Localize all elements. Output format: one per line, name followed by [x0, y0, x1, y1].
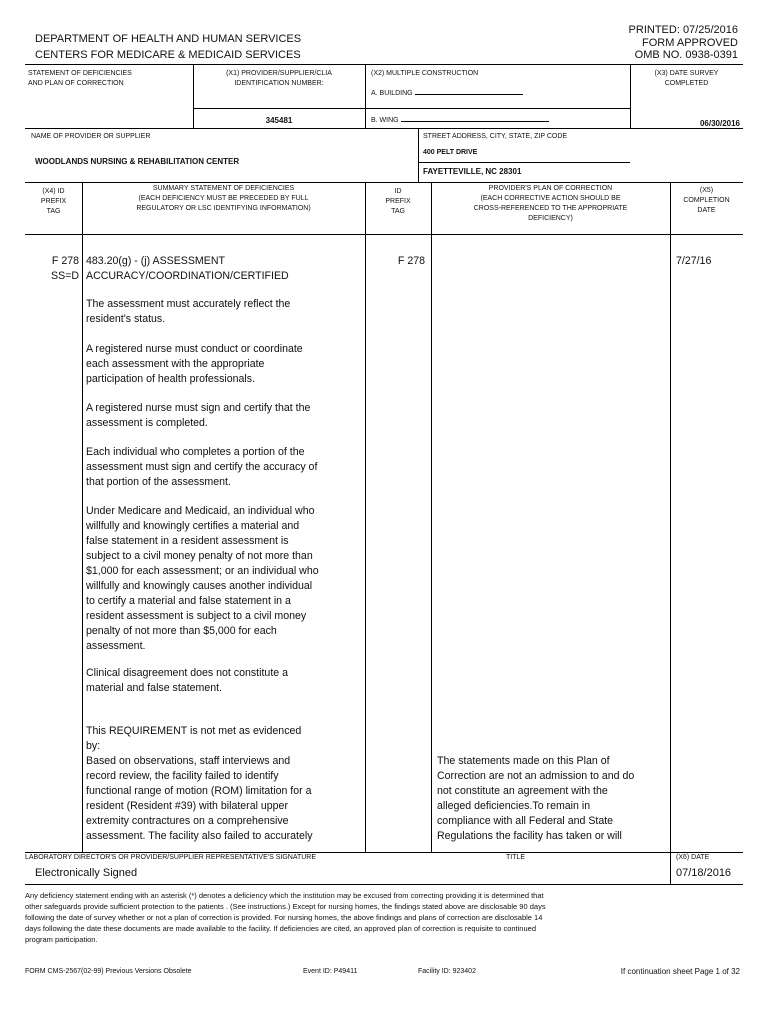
statement-label: STATEMENT OF DEFICIENCIES AND PLAN OF CORRECTION — [28, 70, 132, 87]
paragraph-penalty: Under Medicare and Medicaid, an individual who willfully and knowingly certifies a material and false statement in a resident assessment is subject to a civil money penalty of not more than $1,000 for each assessment; or an individual who willfully and knowingly causes another individual to certify a material and false statement in a resident assessment is subject to a civil money penalty of not more than $5,000 for each assessment. — [86, 505, 319, 652]
survey-completed-date: 06/30/2016 — [699, 119, 740, 128]
department-name: DEPARTMENT OF HEALTH AND HUMAN SERVICES — [35, 33, 302, 45]
provider-name-label: NAME OF PROVIDER OR SUPPLIER — [31, 133, 151, 140]
event-id: Event ID: P49411 — [303, 968, 358, 975]
disclaimer-text: Any deficiency statement ending with an asterisk (*) denotes a deficiency which the institution may be excused from correcting providing it is determined that other safeguards provide sufficient protection to the patients . (See instructions.) Except for nursing homes, the findings stated above are disclosable 90 days following the date of survey whether or not a plan of correction is provided. For nursing homes, the above findings and plans of correction are disclosable 14 days following the date these documents are made available to the facility. If deficiencies are cited, an approved plan of correction is requisite to continued program participation. — [25, 891, 546, 944]
x5-header: (X5) COMPLETION DATE — [683, 187, 730, 214]
form-approved: FORM APPROVED — [642, 37, 738, 49]
plan-header: PROVIDER'S PLAN OF CORRECTION (EACH CORRECTIVE ACTION SHOULD BE CROSS-REFERENCED TO THE APPROPRIATE DEFICIENCY) — [473, 185, 628, 222]
paragraph-individual-sign: Each individual who completes a portion of the assessment must sign and certify the accuracy of that portion of the assessment. — [86, 446, 318, 488]
paragraph-rn-coordinate: A registered nurse must conduct or coordinate each assessment with the appropriate participation of health professionals. — [86, 343, 303, 385]
signature-value: Electronically Signed — [35, 867, 138, 879]
omb-number: OMB NO. 0938-0391 — [634, 49, 738, 61]
provider-name: WOODLANDS NURSING & REHABILITATION CENTER — [35, 157, 240, 166]
x3-label: (X3) DATE SURVEY COMPLETED — [654, 70, 719, 87]
regulation-line-1: 483.20(g) - (j) ASSESSMENT — [86, 255, 225, 267]
signature-label: LABORATORY DIRECTOR'S OR PROVIDER/SUPPLIER REPRESENTATIVE'S SIGNATURE — [25, 854, 317, 861]
printed-date: PRINTED: 07/25/2016 — [628, 24, 738, 36]
continuation-page: If continuation sheet Page 1 of 32 — [620, 967, 740, 976]
signature-date-label: (X6) DATE — [676, 854, 710, 861]
paragraph-findings: This REQUIREMENT is not met as evidenced by: Based on observations, staff interviews and record review, the facility failed to identify functional range of motion (ROM) limitation for a resident (Resident #39) with bilateral upper extremity contractures on a comprehensive assessment. The facility also failed to accurately — [86, 725, 313, 842]
plan-of-correction-text: The statements made on this Plan of Correction are not an admission to and do not constitute an agreement with the alleged deficiencies.To remain in compliance with all Federal and State Regulations the facility has taken or will — [437, 755, 635, 842]
provider-id-number: 345481 — [265, 116, 293, 125]
address-label: STREET ADDRESS, CITY, STATE, ZIP CODE — [423, 133, 568, 140]
scope-severity: SS=D — [51, 270, 79, 282]
x2-label: (X2) MULTIPLE CONSTRUCTION — [371, 70, 479, 77]
form-number: FORM CMS-2567(02-99) Previous Versions Obsolete — [25, 968, 192, 975]
facility-id: Facility ID: 923402 — [418, 968, 476, 975]
regulation-line-2: ACCURACY/COORDINATION/CERTIFIED — [86, 270, 289, 282]
signature-date: 07/18/2016 — [676, 867, 732, 879]
id-prefix-header: ID PREFIX TAG — [385, 188, 411, 215]
x4-header: (X4) ID PREFIX TAG — [40, 188, 67, 215]
paragraph-status: The assessment must accurately reflect the resident's status. — [86, 298, 291, 325]
street-address: 400 PELT DRIVE — [423, 149, 478, 156]
wing-field — [371, 113, 549, 126]
centers-name: CENTERS FOR MEDICARE & MEDICAID SERVICES — [35, 49, 301, 61]
completion-date: 7/27/16 — [676, 255, 712, 267]
city-state-zip: FAYETTEVILLE, NC 28301 — [423, 167, 522, 176]
title-label: TITLE — [506, 854, 526, 861]
wing-label: B. WING — [371, 117, 399, 124]
id-prefix-tag: F 278 — [397, 255, 425, 267]
summary-header: SUMMARY STATEMENT OF DEFICIENCIES (EACH DEFICIENCY MUST BE PRECEDED BY FULL REGULATORY OR LSC IDENTIFYING INFORMATION) — [136, 185, 311, 212]
deficiency-tag: F 278 — [51, 255, 79, 267]
paragraph-rn-sign: A registered nurse must sign and certify that the assessment is completed. — [86, 402, 311, 429]
x1-label: (X1) PROVIDER/SUPPLIER/CLIA IDENTIFICATION NUMBER: — [226, 70, 332, 87]
building-field — [371, 86, 523, 99]
building-label: A. BUILDING — [371, 90, 413, 97]
paragraph-disagreement: Clinical disagreement does not constitute a material and false statement. — [86, 667, 288, 694]
